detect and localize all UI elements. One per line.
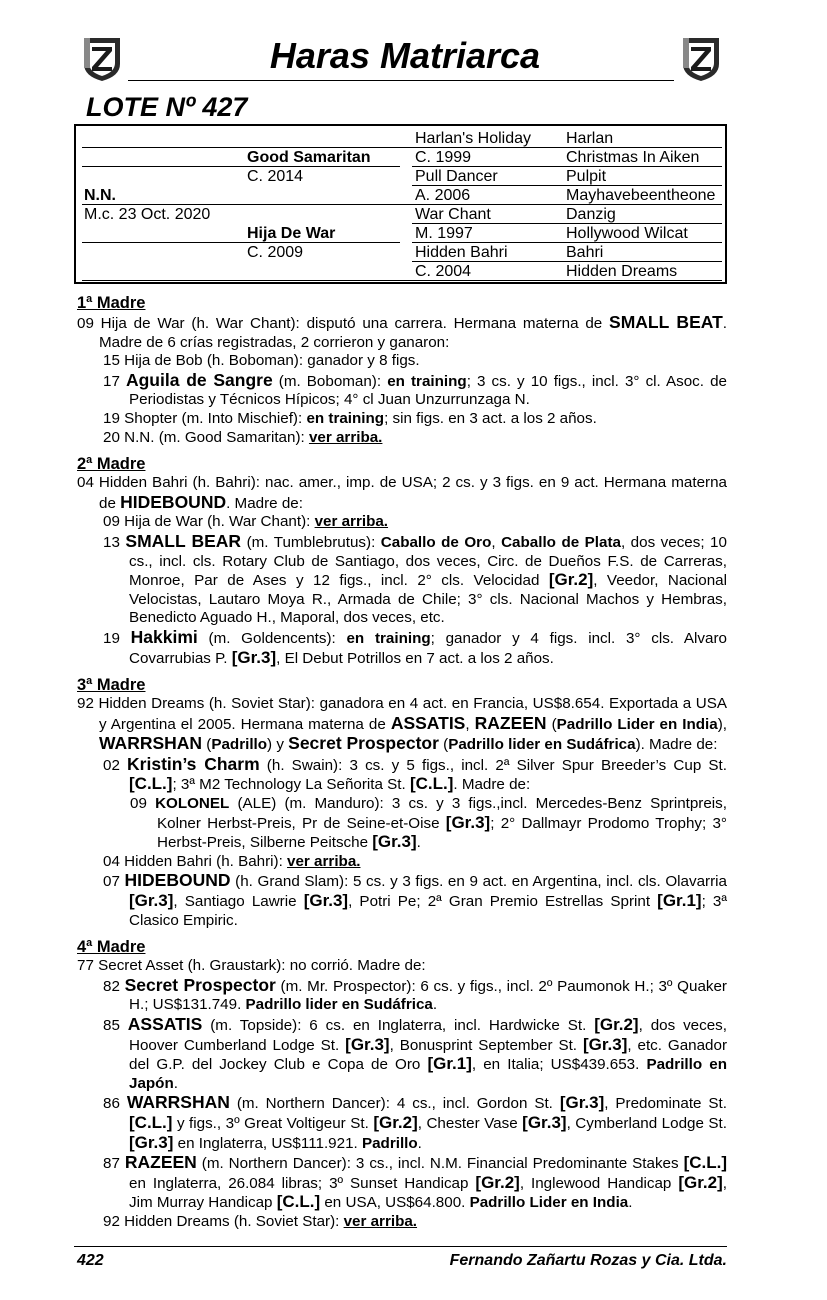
pedigree-cell: M. 1997 xyxy=(415,225,473,242)
pedigree-cell: Christmas In Aiken xyxy=(566,149,700,166)
entry-text: ( xyxy=(202,736,212,754)
grade-badge: [Gr.2] xyxy=(475,1172,520,1192)
pedigree-cell: C. 1999 xyxy=(415,149,472,166)
pedigree-entry xyxy=(77,371,727,410)
pedigree-entry xyxy=(77,474,727,513)
entry-text: ; ganador y 4 figs. incl. 3° cls. Alvaro Covarrubias P. xyxy=(129,629,727,667)
entry-text: Padrillo lider en Sudáfrica xyxy=(448,736,636,754)
entry-text: 09 Hija de War (h. War Chant): disputó una carrera. Hermana materna de xyxy=(77,315,610,332)
entry-text: (m. Topside): 6 cs. en Inglaterra, incl. Hardwicke St. xyxy=(202,1017,595,1034)
grade-badge: [C.L.] xyxy=(129,774,173,794)
entry-text: 85 xyxy=(103,1017,128,1034)
entry-text: ; 3ª M2 Technology La Señorita St. xyxy=(172,776,410,794)
entry-text: ), xyxy=(717,715,727,733)
entry-text: , Chester Vase xyxy=(417,1114,523,1132)
entry-text: , Jim Murray Handicap xyxy=(129,1174,727,1212)
section-heading: 3ª Madre xyxy=(77,676,146,695)
grade-badge: [Gr.3] xyxy=(303,891,349,911)
pedigree-cell: C. 2004 xyxy=(415,263,472,280)
entry-text: , etc. Ganador del G.P. del Jockey Club e Copa de Oro xyxy=(129,1036,727,1074)
pedigree-cell: Hidden Bahri xyxy=(415,244,508,261)
pedigree-cell: Mayhavebeentheone xyxy=(566,187,716,204)
entry-text: (h. Swain): 3 cs. y 5 figs., incl. 2ª Silver Spur Breeder’s Cup St. xyxy=(259,756,727,774)
pedigree-rule xyxy=(82,166,400,167)
pedigree-entry xyxy=(77,1093,727,1153)
entry-text: 15 Hija de Bob (h. Boboman): ganador y 8 figs. xyxy=(103,352,420,370)
pedigree-row xyxy=(76,167,725,186)
entry-text: (m. Northern Dancer): 3 cs., incl. N.M. Financial Predominante Stakes xyxy=(196,1155,684,1173)
entry-text: 86 xyxy=(103,1095,127,1113)
pedigree-cell: M.c. 23 Oct. 2020 xyxy=(84,206,211,223)
entry-text: Caballo de Oro xyxy=(380,533,492,551)
header-divider xyxy=(128,80,674,81)
entry-text: (m. Tumblebrutus): xyxy=(241,533,381,551)
entry-text: , Cymberland Lodge St. xyxy=(566,1114,727,1132)
pedigree-rule xyxy=(412,223,722,224)
entry-text: ( xyxy=(438,736,449,754)
horse-name: RAZEEN xyxy=(474,712,547,733)
grade-badge: [C.L.] xyxy=(683,1153,727,1173)
grade-badge: [Gr.2] xyxy=(373,1112,418,1132)
entry-text: , xyxy=(465,715,475,733)
grade-badge: [Gr.1] xyxy=(427,1054,472,1074)
entry-text: Padrillo Lider en India xyxy=(556,715,718,733)
entry-text: 13 xyxy=(103,533,126,551)
horse-name: SMALL BEAT xyxy=(609,312,723,332)
entry-text: , Inglewood Handicap xyxy=(519,1174,679,1192)
entry-text: 82 xyxy=(103,977,125,995)
pedigree-cell: Pulpit xyxy=(566,168,607,185)
entry-text: , Potri Pe; 2ª Gran Premio Estrellas Sprint xyxy=(348,893,658,911)
grade-badge: [Gr.3] xyxy=(345,1034,390,1054)
pedigree-entry xyxy=(77,1015,727,1093)
horse-name: Kristin’s Charm xyxy=(127,753,260,774)
entry-text: en training xyxy=(306,409,385,427)
pedigree-entry xyxy=(77,755,727,795)
horse-name: HIDEBOUND xyxy=(124,870,231,891)
entry-text: 09 xyxy=(130,795,156,813)
entry-text: , Veedor, Nacional Velocistas, Lautaro Moya R., Armada de Chile; 3° cls. Nacional Machos y Hembras, Benedicto Aguado H., Maporal, dos veces, etc. xyxy=(129,572,727,627)
pedigree-cell: A. 2006 xyxy=(415,187,471,204)
company-name: Fernando Zañartu Rozas y Cia. Ltda. xyxy=(449,1252,727,1269)
entry-text: (h. Grand Slam): 5 cs. y 3 figs. en 9 act. en Argentina, incl. cls. Olavarria xyxy=(230,873,727,891)
entry-text: , El Debut Potrillos en 7 act. a los 2 años. xyxy=(276,649,554,667)
pedigree-entry xyxy=(77,313,727,352)
entry-text: Padrillo en Japón xyxy=(129,1056,727,1092)
entry-text: . xyxy=(432,996,438,1014)
entry-text: . xyxy=(173,1074,178,1092)
entry-text: (m. Mr. Prospector): 6 cs. y figs., incl. 2º Paumonok H.; 3º Quaker H.; US$131.749. xyxy=(129,977,727,1014)
entry-text: ; sin figs. en 3 act. a los 2 años. xyxy=(384,409,597,427)
see-above-link: ver arriba. xyxy=(287,852,361,870)
entry-text: , en Italia; US$439.653. xyxy=(471,1056,647,1074)
pedigree-entry xyxy=(77,429,727,448)
pedigree-row xyxy=(76,262,725,281)
entry-text: 77 Secret Asset (h. Graustark): no corrió. Madre de: xyxy=(77,957,426,975)
entry-text: 92 Hidden Dreams (h. Soviet Star): xyxy=(103,1212,344,1230)
entry-text: KOLONEL xyxy=(155,795,230,813)
entry-text: 07 xyxy=(103,873,125,891)
pedigree-rule xyxy=(82,204,722,205)
pedigree-rule xyxy=(82,147,722,148)
entry-text: en Inglaterra, US$111.921. xyxy=(173,1134,362,1152)
grade-badge: [Gr.3] xyxy=(231,647,277,667)
grade-badge: [Gr.3] xyxy=(372,832,417,852)
entry-text: 20 N.N. (m. Good Samaritan): xyxy=(103,428,309,446)
section-heading: 1ª Madre xyxy=(77,294,146,312)
pedigree-row xyxy=(76,205,725,224)
section-heading: 2ª Madre xyxy=(77,455,146,474)
horse-name: Secret Prospector xyxy=(288,733,439,754)
grade-badge: [Gr.3] xyxy=(582,1034,628,1054)
entry-text: 92 Hidden Dreams (h. Soviet Star): ganadora en 4 act. en Francia, US$8.654. Exportada a USA y Argentina el 2005. Hermana materna de xyxy=(77,695,727,733)
grade-badge: [Gr.3] xyxy=(129,1132,174,1152)
horse-name: WARRSHAN xyxy=(99,733,203,754)
horse-name: WARRSHAN xyxy=(126,1092,230,1113)
pedigree-entry xyxy=(77,957,727,976)
horse-name: Secret Prospector xyxy=(124,974,276,995)
pedigree-cell: War Chant xyxy=(415,206,491,223)
grade-badge: [Gr.3] xyxy=(559,1093,605,1113)
pedigree-row xyxy=(76,186,725,205)
entry-text: 19 xyxy=(103,629,131,647)
entry-text: 04 Hidden Bahri (h. Bahri): xyxy=(103,852,288,870)
entry-text: . xyxy=(416,834,421,852)
pedigree-entry xyxy=(77,853,727,872)
entry-text: ; 3ª Clasico Empiric. xyxy=(129,893,727,929)
grade-badge: [C.L.] xyxy=(276,1192,321,1212)
pedigree-row xyxy=(76,129,725,148)
entry-text: . Madre de: xyxy=(453,776,531,794)
entry-text: . Madre de 6 crías registradas, 2 corrieron y ganaron: xyxy=(99,315,728,351)
pedigree-entry xyxy=(77,695,727,755)
entry-text: y figs., 3º Great Voltigeur St. xyxy=(172,1114,374,1132)
entry-text: ; 2° Dallmayr Prodomo Trophy; 3° Herbst-Preis, Silberne Peitsche xyxy=(157,814,727,852)
pedigree-cell: N.N. xyxy=(84,187,116,204)
entry-text: . Madre de: xyxy=(226,494,303,512)
horse-name: ASSATIS xyxy=(390,712,466,733)
entry-text: 02 xyxy=(103,756,128,774)
pedigree-entry xyxy=(77,352,727,371)
pedigree-entry xyxy=(77,1153,727,1213)
pedigree-cell: C. 2009 xyxy=(247,244,304,261)
entry-text: ). Madre de: xyxy=(635,736,718,754)
pedigree-entry xyxy=(77,628,727,668)
grade-badge: [Gr.2] xyxy=(678,1172,723,1192)
see-above-link: ver arriba. xyxy=(314,513,389,531)
horse-name: Hakkimi xyxy=(130,626,198,647)
see-above-link: ver arriba. xyxy=(343,1212,418,1230)
pedigree-rule xyxy=(82,242,400,243)
pedigree-cell: Harlan xyxy=(566,130,614,147)
pedigree-cell: Hollywood Wilcat xyxy=(566,225,688,242)
pedigree-cell: Hija De War xyxy=(247,225,336,242)
pedigree-row xyxy=(76,243,725,262)
entry-text: , Predominate St. xyxy=(604,1095,727,1113)
pedigree-cell: Hidden Dreams xyxy=(566,263,678,280)
horse-name: SMALL BEAR xyxy=(125,530,242,551)
pedigree-rule xyxy=(412,261,722,262)
pedigree-cell: C. 2014 xyxy=(247,168,304,185)
entry-text: ( xyxy=(546,715,557,733)
grade-badge: [C.L.] xyxy=(129,1112,173,1132)
pedigree-entry xyxy=(77,871,727,930)
haras-logo-right-icon xyxy=(679,34,723,82)
pedigree-table xyxy=(74,124,727,284)
pedigree-entry xyxy=(77,976,727,1015)
entry-text: (ALE) (m. Manduro): 3 cs. y 3 figs.,incl. Mercedes-Benz Sprintpreis, Kolner Herbst-Preis, Pr de Seine-et-Oise xyxy=(157,795,727,832)
grade-badge: [Gr.3] xyxy=(129,891,174,911)
entry-text: . xyxy=(628,1194,633,1212)
pedigree-entry xyxy=(77,1213,727,1232)
see-above-link: ver arriba. xyxy=(308,428,383,446)
entry-text: en USA, US$64.800. xyxy=(320,1194,470,1212)
pedigree-cell: Danzig xyxy=(566,206,616,223)
pedigree-cell: Bahri xyxy=(566,244,604,261)
pedigree-entry xyxy=(77,410,727,429)
entry-text: , dos veces; 10 cs., incl. cls. Rotary Club de Santiago, dos veces, Circ. de Dueños F.S. de Carreras, Monroe, Par de Ases y 12 figs., incl. 2° cls. Velocidad xyxy=(129,533,727,590)
horse-name: Aguila de Sangre xyxy=(125,369,273,390)
horse-name: RAZEEN xyxy=(124,1152,197,1173)
footer-divider xyxy=(74,1246,727,1247)
entry-text: , dos veces, Hoover Cumberland Lodge St. xyxy=(129,1017,727,1054)
haras-logo-left-icon xyxy=(80,34,124,82)
entry-text: , Bonusprint September St. xyxy=(389,1036,583,1054)
entry-text: (m. Goldencents): xyxy=(197,629,347,647)
grade-badge: [C.L.] xyxy=(409,774,454,794)
grade-badge: [Gr.3] xyxy=(445,812,491,832)
entry-text: (m. Northern Dancer): 4 cs., incl. Gordon St. xyxy=(229,1095,560,1113)
entry-text: 19 Shopter (m. Into Mischief): xyxy=(103,409,307,427)
pedigree-entry xyxy=(77,795,727,853)
pedigree-rule xyxy=(82,280,722,281)
horse-name: HIDEBOUND xyxy=(120,491,227,512)
entry-text: en Inglaterra, 26.084 libras; 3º Sunset Handicap xyxy=(129,1174,476,1192)
pedigree-entry xyxy=(77,532,727,628)
horse-name: ASSATIS xyxy=(127,1014,203,1034)
pedigree-row xyxy=(76,148,725,167)
pedigree-rule xyxy=(412,242,722,243)
page-number: 422 xyxy=(77,1252,104,1269)
dam-line-content xyxy=(77,291,727,1232)
entry-text: Padrillo Lider en India xyxy=(469,1194,629,1212)
entry-text: ) y xyxy=(267,736,289,754)
entry-text: 17 xyxy=(103,372,126,390)
entry-text: en training xyxy=(387,372,467,390)
pedigree-cell: Pull Dancer xyxy=(415,168,498,185)
entry-text: (m. Boboman): xyxy=(272,372,388,390)
pedigree-entry xyxy=(77,513,727,532)
entry-text: , xyxy=(491,533,502,551)
grade-badge: [Gr.3] xyxy=(522,1112,567,1132)
entry-text: , Santiago Lawrie xyxy=(173,893,304,911)
pedigree-rule xyxy=(412,185,722,186)
lot-number: LOTE Nº 427 xyxy=(86,92,248,122)
entry-text: Padrillo lider en Sudáfrica xyxy=(245,996,433,1014)
entry-text: Padrillo xyxy=(211,736,268,754)
entry-text: 09 Hija de War (h. War Chant): xyxy=(103,513,315,531)
grade-badge: [Gr.1] xyxy=(657,891,702,911)
grade-badge: [Gr.2] xyxy=(548,570,594,590)
grade-badge: [Gr.2] xyxy=(594,1015,639,1034)
pedigree-cell: Good Samaritan xyxy=(247,149,371,166)
entry-text: 87 xyxy=(103,1155,125,1173)
entry-text: Caballo de Plata xyxy=(501,533,621,551)
entry-text: . xyxy=(417,1134,422,1152)
pedigree-cell: Harlan's Holiday xyxy=(415,130,531,147)
section-heading: 4ª Madre xyxy=(77,938,146,957)
entry-text: ; 3 cs. y 10 figs., incl. 3° cl. Asoc. de Periodistas y Técnicos Hípicos; 4° cl Juan Unzurrunzaga N. xyxy=(129,372,727,409)
entry-text: 04 Hidden Bahri (h. Bahri): nac. amer., imp. de USA; 2 cs. y 3 figs. en 9 act. Hermana materna de xyxy=(77,474,727,512)
entry-text: en training xyxy=(346,629,431,647)
page-title: Haras Matriarca xyxy=(269,35,541,76)
pedigree-row xyxy=(76,224,725,243)
entry-text: Padrillo xyxy=(361,1134,418,1152)
pedigree-rule xyxy=(412,166,722,167)
